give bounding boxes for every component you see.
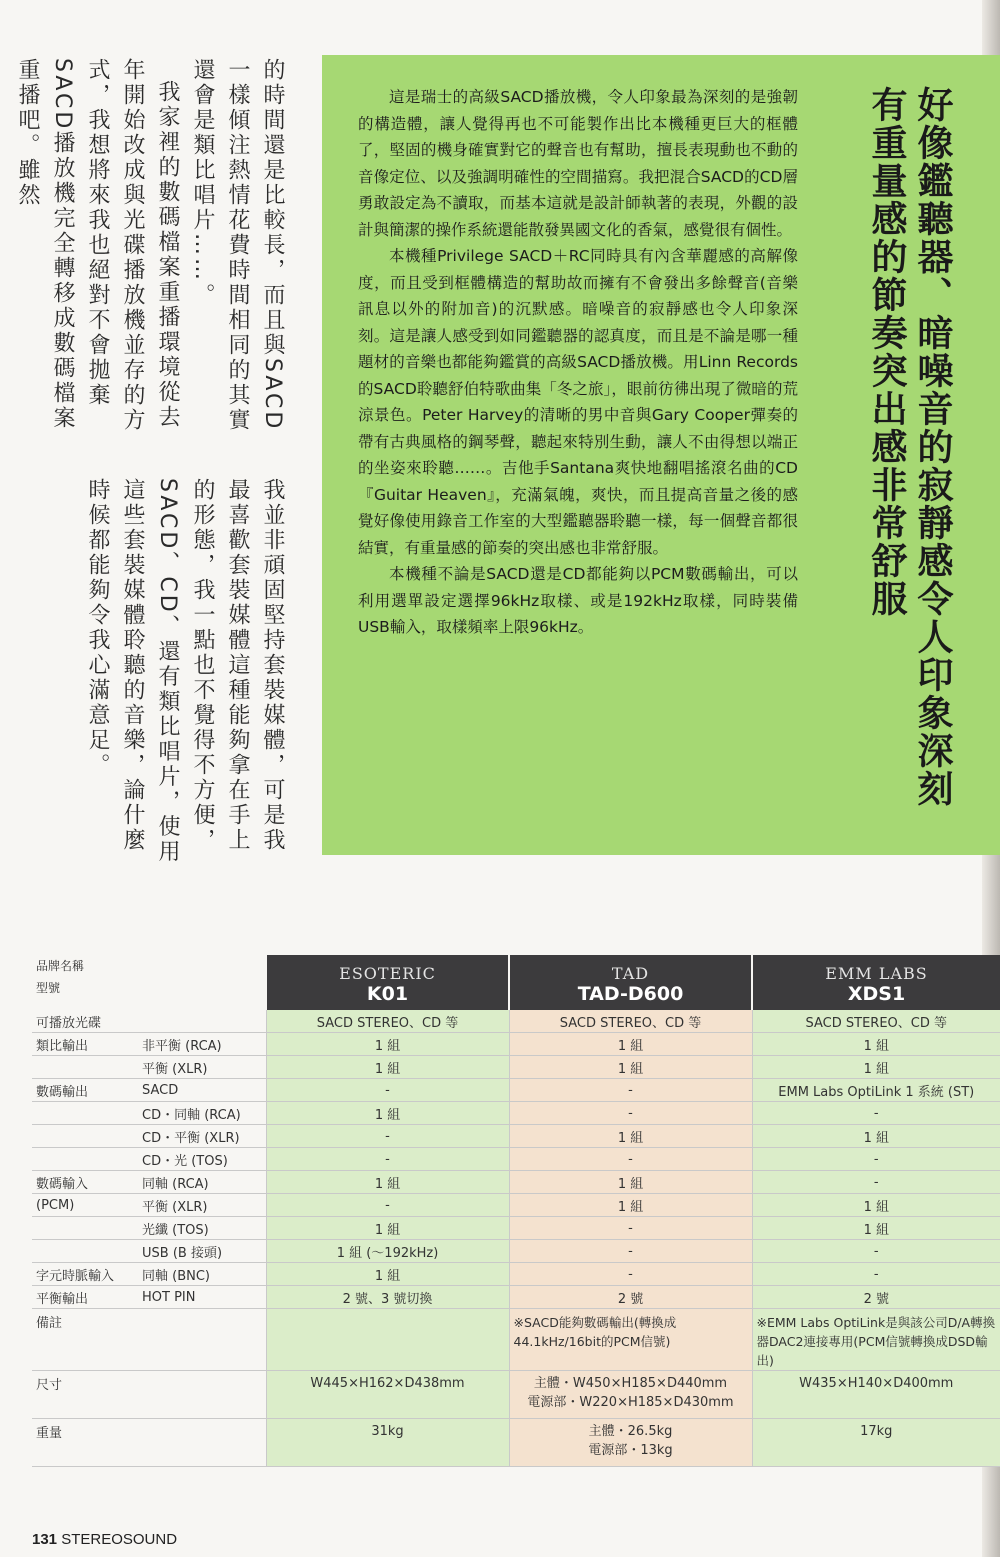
row-group-label [32,1102,138,1125]
spec-cell: 2 號 [509,1286,752,1309]
spec-cell: EMM Labs OptiLink 1 系統 (ST) [752,1079,1000,1102]
spec-cell: 1 組 (～192kHz) [266,1240,509,1263]
row-group-label [32,1056,138,1079]
row-sub-label: CD・光 (TOS) [138,1148,266,1171]
row-group-label: 平衡輸出 [32,1286,138,1309]
product-model: K01 [366,983,409,1005]
spec-cell: - [752,1240,1000,1263]
row-group-label: 備註 [32,1309,138,1371]
left-paragraph-2: 我家裡的數碼檔案重播環境從去年開始改成與光碟播放機並存的方式，我想將來我也絕對不會拋棄SACD播放機完全轉移成數碼檔案重播吧。雖然 [15,58,180,433]
spec-cell: - [509,1217,752,1240]
row-group-label: 重量 [32,1419,138,1467]
spec-header-row [32,955,1000,1010]
weight-row [32,1419,1000,1467]
spec-row [32,1148,1000,1171]
product-header-2 [509,955,752,1010]
spec-cell: 1 組 [509,1056,752,1079]
spec-row [32,1010,1000,1033]
spec-cell: 1 組 [266,1171,509,1194]
row-sub-label [138,1419,266,1467]
spec-cell: 1 組 [266,1263,509,1286]
spec-row [32,1056,1000,1079]
row-group-label [32,1148,138,1171]
model-label: 型號 [36,981,61,995]
row-sub-label: 同軸 (BNC) [138,1263,266,1286]
weight-cell: 31kg [266,1419,509,1467]
spec-cell: SACD STEREO、CD 等 [509,1010,752,1033]
review-headline [863,86,955,816]
row-group-label: 數碼輸出 [32,1079,138,1102]
weight-cell [509,1419,752,1467]
remarks-row [32,1309,1000,1371]
review-paragraph-3: 本機種不論是SACD還是CD都能夠以PCM數碼輸出，可以利用選單設定選擇96kHz取樣、或是192kHz取樣，同時裝備USB輸入，取樣頻率上限96kHz。 [358,565,798,636]
spec-cell: 1 組 [752,1033,1000,1056]
row-group-label: 類比輸出 [32,1033,138,1056]
spec-cell: - [266,1194,509,1217]
spec-cell: 1 組 [509,1171,752,1194]
row-group-label: 可播放光碟 [32,1010,138,1033]
spec-cell: SACD STEREO、CD 等 [752,1010,1000,1033]
spec-cell: - [752,1102,1000,1125]
weight-cell: 17kg [752,1419,1000,1467]
spec-cell: 1 組 [752,1056,1000,1079]
row-sub-label: HOT PIN [138,1286,266,1309]
page-footer [32,1531,177,1548]
row-group-label: 數碼輸入 [32,1171,138,1194]
remark-cell [266,1309,509,1371]
spec-table-container [32,955,1000,1467]
row-sub-label: 非平衡 (RCA) [138,1033,266,1056]
row-sub-label: 光纖 (TOS) [138,1217,266,1240]
row-sub-label: USB (B 接頭) [138,1240,266,1263]
product-brand: EMM LABS [825,964,928,983]
row-group-label [32,1125,138,1148]
spec-cell: - [266,1125,509,1148]
spec-cell: 1 組 [752,1194,1000,1217]
size-line: 電源部・W220×H185×D430mm [527,1395,734,1410]
product-brand: ESOTERIC [339,964,436,983]
row-sub-label: SACD [138,1079,266,1102]
weight-line: 主體・26.5kg [588,1424,673,1439]
remark-cell: ※SACD能夠數碼輸出(轉換成44.1kHz/16bit的PCM信號) [509,1309,752,1371]
left-text-column-top [10,58,290,448]
headline-line-1: 好像鑑聽器、暗噪音的寂靜感令人印象深刻 [912,86,953,808]
spec-cell: 1 組 [266,1217,509,1240]
spec-row [32,1125,1000,1148]
row-group-label [32,1217,138,1240]
review-paragraph-2: 本機種Privilege SACD＋RC同時具有內含華麗感的高解像度，而且受到框體構造的幫助故而擁有不會發出多餘聲音(音樂訊息以外的附加音)的沉默感。暗噪音的寂靜感也令人印象深刻。這是讓人感受到如同鑑聽器的認真度，而且是不論是哪一種題材的音樂也都能夠鑑賞的高級SACD播放機。用Linn Records的SACD聆聽舒伯特歌曲集「冬之旅」，眼前彷彿出現了微暗的荒涼景色。Peter Harvey的清晰的男中音與Gary Cooper彈奏的帶有古典風格的鋼琴聲，聽起來特別生動，讓人不由得想以端正的坐姿來聆聽……。吉他手Santana爽快地翻唱搖滾名曲的CD『Guitar Heaven』，充滿氣魄，爽快，而且提高音量之後的感覺好像使用錄音工作室的大型鑑聽器聆聽一樣，每一個聲音都很結實，有重量感的節奏的突出感也非常舒服。 [358,247,798,557]
size-cell: W435×H140×D400mm [752,1371,1000,1419]
spec-cell: - [509,1079,752,1102]
review-paragraph-1: 這是瑞士的高級SACD播放機，令人印象最為深刻的是強韌的構造體，讓人覺得再也不可能製作出比本機種更巨大的框體了，堅固的機身確實對它的聲音也有幫助，擅長表現動也不動的音像定位、以及強調明確性的空間描寫。我把混合SACD的CD層勇敢設定為不讀取，而基本這就是設計師執著的表現，外觀的設計與簡潔的操作系統還能散發異國文化的香氣，感覺很有個性。 [358,88,798,239]
size-cell [509,1371,752,1419]
spec-cell: - [509,1148,752,1171]
spec-table [32,955,1000,1467]
row-group-label: (PCM) [32,1194,138,1217]
headline-line-2: 有重量感的節奏突出感非常舒服 [866,86,907,618]
spec-row [32,1217,1000,1240]
spec-cell: 1 組 [752,1125,1000,1148]
row-sub-label: 同軸 (RCA) [138,1171,266,1194]
spec-row [32,1171,1000,1194]
spec-row [32,1079,1000,1102]
row-sub-label [138,1371,266,1419]
left-paragraph-1: 的時間還是比較長，而且與SACD一樣傾注熱情花費時間相同的其實還會是類比唱片……。 [190,58,285,433]
product-brand: TAD [611,964,650,983]
spec-row [32,1240,1000,1263]
spec-cell: SACD STEREO、CD 等 [266,1010,509,1033]
spec-cell: - [509,1263,752,1286]
row-sub-label: CD・平衡 (XLR) [138,1125,266,1148]
spec-cell: 2 號、3 號切換 [266,1286,509,1309]
magazine-name: STEREOSOUND [61,1531,178,1548]
spec-cell: 1 組 [509,1125,752,1148]
spec-cell: 1 組 [752,1217,1000,1240]
left-text-column-bottom [80,478,290,868]
spec-cell: - [509,1102,752,1125]
spec-cell: 2 號 [752,1286,1000,1309]
review-body [358,84,798,641]
row-group-label [32,1240,138,1263]
page-number: 131 [32,1531,58,1548]
size-line: 主體・W450×H185×D440mm [533,1376,728,1391]
spec-cell: 1 組 [509,1033,752,1056]
header-labels [32,955,266,1010]
spec-row [32,1286,1000,1309]
product-model: XDS1 [847,983,906,1005]
spec-row [32,1102,1000,1125]
spec-cell: 1 組 [266,1102,509,1125]
spec-cell: - [266,1148,509,1171]
left-paragraph-3: 我並非頑固堅持套裝媒體，可是我最喜歡套裝媒體這種能夠拿在手上的形態，我一點也不覺得不方便，SACD、CD、還有類比唱片，使用這些套裝媒體聆聽的音樂，論什麼時候都能夠令我心滿意足。 [85,478,285,865]
spec-cell: - [752,1263,1000,1286]
spec-rows [32,1010,1000,1309]
row-group-label: 字元時脈輸入 [32,1263,138,1286]
spec-cell: 1 組 [266,1056,509,1079]
product-header-1 [266,955,509,1010]
row-sub-label [138,1010,266,1033]
brand-label: 品牌名稱 [36,959,85,973]
size-cell: W445×H162×D438mm [266,1371,509,1419]
row-sub-label: 平衡 (XLR) [138,1194,266,1217]
spec-cell: 1 組 [509,1194,752,1217]
remark-cell: ※EMM Labs OptiLink是與該公司D/A轉換器DAC2連接專用(PCM信號轉換成DSD輸出) [752,1309,1000,1371]
product-header-3 [752,955,1000,1010]
spec-row [32,1194,1000,1217]
spec-cell: - [266,1079,509,1102]
row-group-label: 尺寸 [32,1371,138,1419]
row-sub-label [138,1309,266,1371]
product-model: TAD-D600 [577,983,684,1005]
weight-line: 電源部・13kg [588,1443,673,1458]
spec-cell: - [752,1171,1000,1194]
size-row [32,1371,1000,1419]
row-sub-label: CD・同軸 (RCA) [138,1102,266,1125]
spec-cell: - [509,1240,752,1263]
spec-cell: 1 組 [266,1033,509,1056]
row-sub-label: 平衡 (XLR) [138,1056,266,1079]
spec-row [32,1033,1000,1056]
spec-cell: - [752,1148,1000,1171]
spec-row [32,1263,1000,1286]
